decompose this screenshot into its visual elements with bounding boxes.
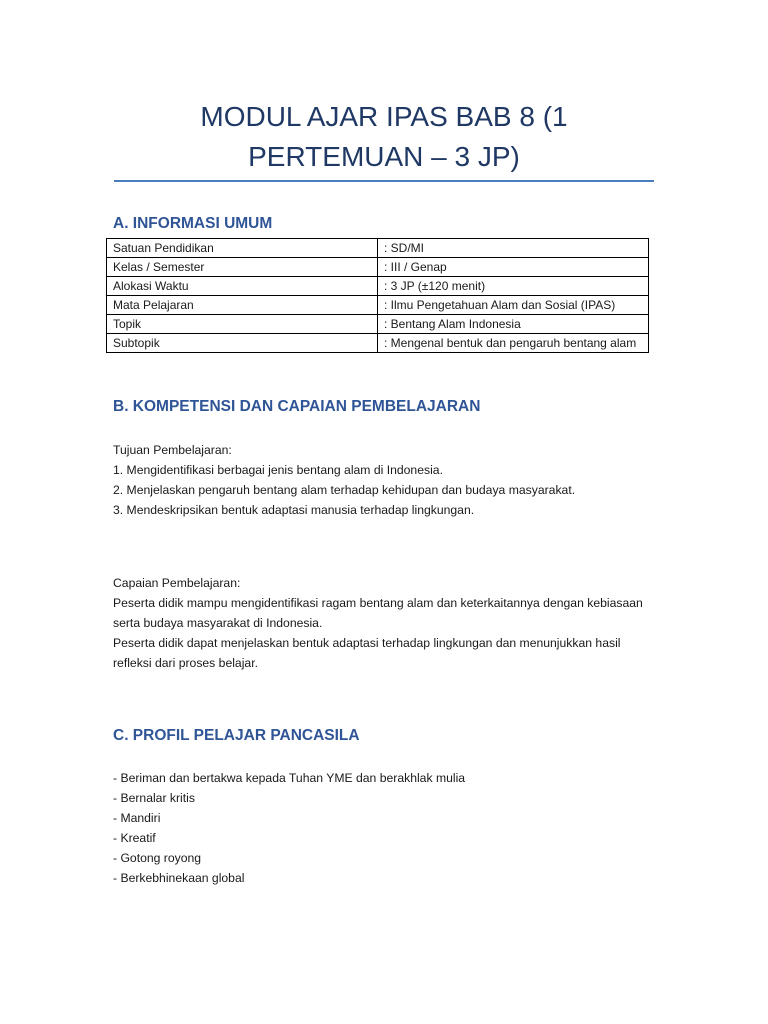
list-item: - Bernalar kritis [113,791,195,805]
table-row [107,277,649,296]
list-item: - Kreatif [113,831,156,845]
capaian-block [113,573,653,673]
document-title: MODUL AJAR IPAS BAB 8 (1 PERTEMUAN – 3 JP) [200,101,568,172]
section-b-heading: B. KOMPETENSI DAN CAPAIAN PEMBELAJARAN [113,398,481,415]
table-row [107,239,649,258]
section-a-heading: A. INFORMASI UMUM [113,215,273,232]
tujuan-block [113,440,653,520]
capaian-text: Peserta didik dapat menjelaskan bentuk adaptasi terhadap lingkungan dan menunjukkan hasil refleksi dari proses belajar. [113,636,624,670]
title-divider [114,180,654,182]
info-value: : Ilmu Pengetahuan Alam dan Sosial (IPAS) [378,296,649,315]
list-item: 2. Menjelaskan pengaruh bentang alam terhadap kehidupan dan budaya masyarakat. [113,483,576,497]
list-item: 3. Mendeskripsikan bentuk adaptasi manusia terhadap lingkungan. [113,503,475,517]
tujuan-label: Tujuan Pembelajaran: [113,443,232,457]
capaian-label: Capaian Pembelajaran: [113,576,241,590]
info-value: : SD/MI [378,239,649,258]
table-row [107,334,649,353]
info-value: : III / Genap [378,258,649,277]
info-key: Mata Pelajaran [107,296,378,315]
section-c-heading: C. PROFIL PELAJAR PANCASILA [113,727,360,744]
info-value: : Mengenal bentuk dan pengaruh bentang alam [378,334,649,353]
profil-list [113,768,653,888]
list-item: 1. Mengidentifikasi berbagai jenis bentang alam di Indonesia. [113,463,443,477]
list-item: - Beriman dan bertakwa kepada Tuhan YME dan berakhlak mulia [113,771,466,785]
list-item: - Berkebhinekaan global [113,871,245,885]
info-key: Satuan Pendidikan [107,239,378,258]
info-key: Kelas / Semester [107,258,378,277]
list-item: - Mandiri [113,811,161,825]
capaian-text: Peserta didik mampu mengidentifikasi ragam bentang alam dan keterkaitannya dengan kebiasaan serta budaya masyarakat di Indonesia. [113,596,647,630]
table-row [107,296,649,315]
table-row [107,258,649,277]
info-key: Subtopik [107,334,378,353]
info-key: Topik [107,315,378,334]
info-value: : 3 JP (±120 menit) [378,277,649,296]
info-value: : Bentang Alam Indonesia [378,315,649,334]
info-key: Alokasi Waktu [107,277,378,296]
table-row [107,315,649,334]
info-table [106,238,649,353]
list-item: - Gotong royong [113,851,202,865]
